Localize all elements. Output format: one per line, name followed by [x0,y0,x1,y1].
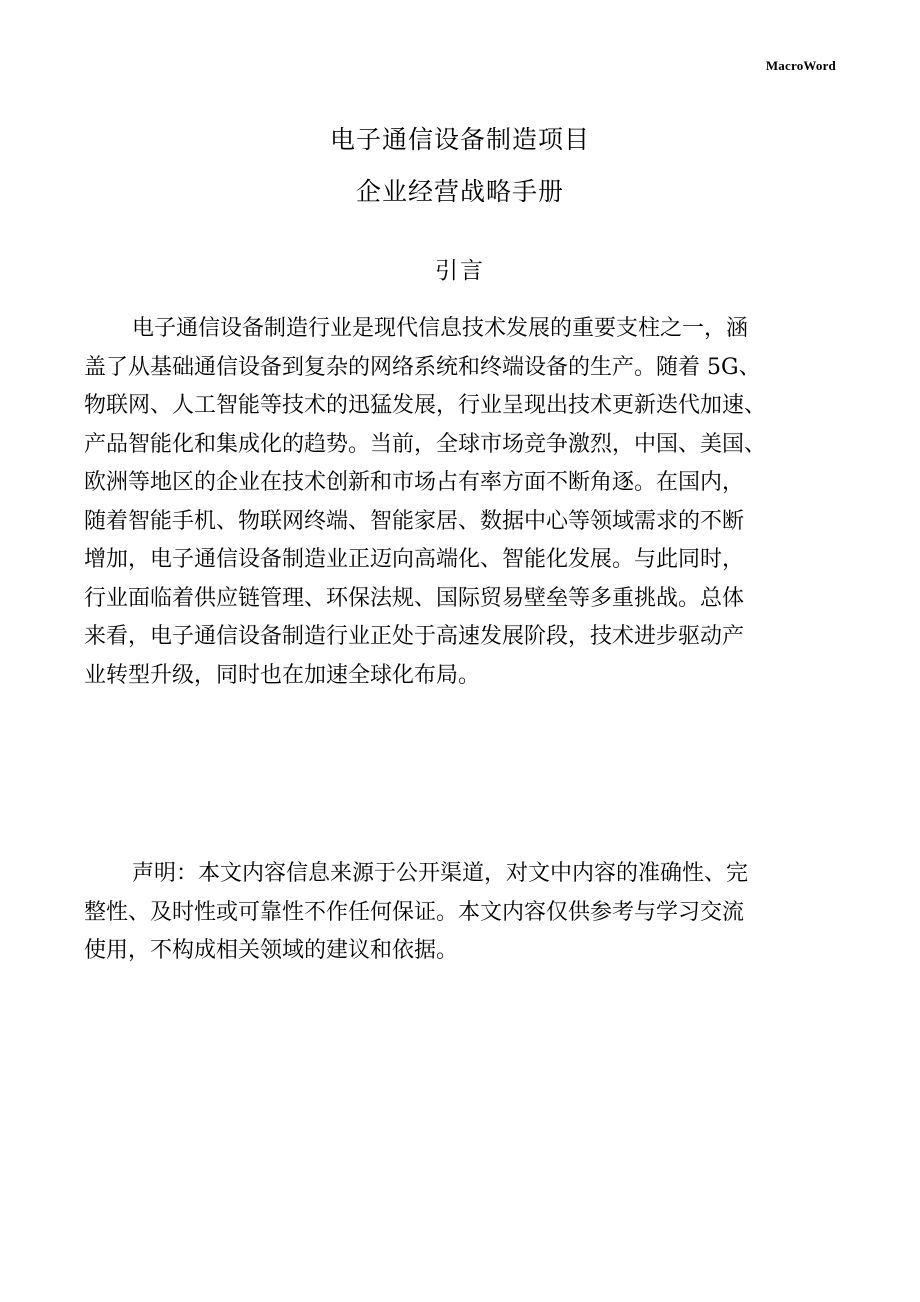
paragraph-line: 来看，电子通信设备制造行业正处于高速发展阶段，技术进步驱动产 [84,624,745,649]
disclaimer-paragraph [84,855,844,971]
paragraph-line: 声明：本文内容信息来源于公开渠道，对文中内容的准确性、完 [132,861,749,886]
document-title-line-2: 企业经营战略手册 [355,177,564,206]
paragraph-line: 行业面临着供应链管理、环保法规、国际贸易壁垒等多重挑战。总体 [84,585,745,611]
intro-paragraph [84,310,844,695]
section-heading: 引言 [435,258,485,284]
document-title-line-1: 电子通信设备制造项目 [329,125,590,154]
paragraph-line: 欧洲等地区的企业在技术创新和市场占有率方面不断角逐。在国内， [84,470,745,495]
paragraph-line: 业转型升级，同时也在加速全球化布局。 [84,662,481,688]
paragraph-line: 电子通信设备制造行业是现代信息技术发展的重要支柱之一，涵 [132,316,749,341]
paragraph-line: 产品智能化和集成化的趋势。当前，全球市场竞争激烈，中国、美国、 [84,431,767,457]
paragraph-line: 物联网、人工智能等技术的迅猛发展，行业呈现出技术更新迭代加速、 [84,393,767,418]
paragraph-line: 增加，电子通信设备制造业正迈向高端化、智能化发展。与此同时， [84,547,745,572]
paragraph-line: 整性、及时性或可靠性不作任何保证。本文内容仅供参考与学习交流 [84,899,745,925]
paragraph-line: 使用，不构成相关领域的建议和依据。 [84,938,459,963]
paragraph-line: 随着智能手机、物联网终端、智能家居、数据中心等领域需求的不断 [84,508,745,534]
header-brand: MacroWord [765,58,836,73]
paragraph-line: 盖了从基础通信设备到复杂的网络系统和终端设备的生产。随着 5G、 [84,354,761,380]
